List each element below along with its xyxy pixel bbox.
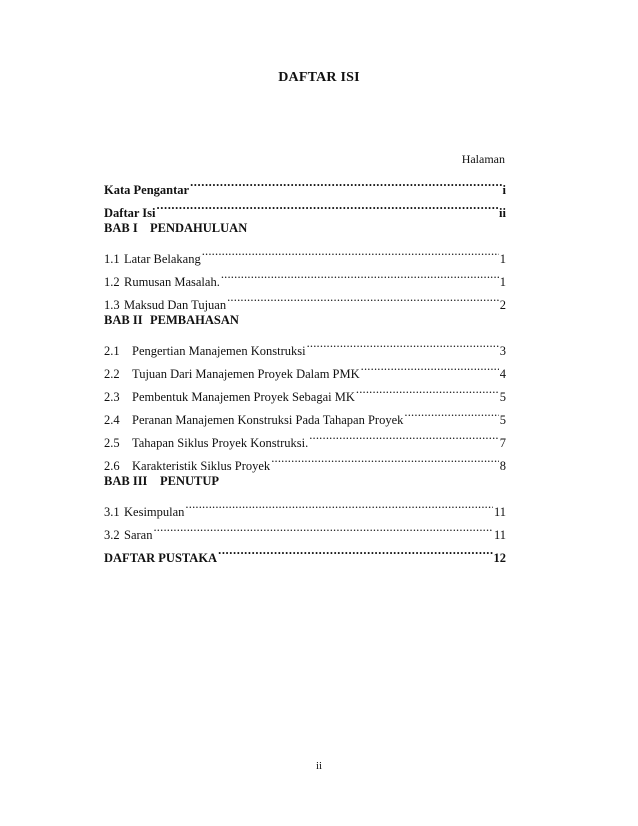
entry-label: Saran [124,528,153,542]
entry-page-number: 5 [499,390,506,404]
entry-page-number: 5 [499,413,506,427]
dot-leader [404,401,498,424]
entry-page-number: 2 [499,298,506,312]
entry-number: 2.1 [104,344,120,358]
entry-number: 2.6 [104,459,120,473]
entry-label: DAFTAR PUSTAKA [104,551,218,565]
entry-number: 2.2 [104,367,120,381]
entry-label: Karakteristik Siklus Proyek [132,459,271,473]
toc-entry [104,493,506,519]
entry-label: Latar Belakang [124,252,201,266]
footer-page-number: ii [315,760,323,772]
entry-page-number: 8 [499,459,506,473]
toc-main-entry [104,539,506,565]
entry-label: Tahapan Siklus Proyek Konstruksi. [132,436,309,450]
dot-leader [361,355,499,378]
dot-leader [356,378,499,401]
entry-number: 2.5 [104,436,120,450]
dot-leader [309,424,499,447]
chapter-number: BAB III [104,474,148,488]
table-of-contents [104,171,506,565]
entry-page-number: 11 [493,528,506,542]
toc-chapter-heading [104,470,506,493]
entry-number: 1.2 [104,275,120,289]
entry-number: 3.1 [104,505,120,519]
entry-page-number: 3 [499,344,506,358]
chapter-title: PEMBAHASAN [150,313,239,327]
entry-number: 2.4 [104,413,120,427]
entry-page-number: 7 [499,436,506,450]
entry-label: Kesimpulan [124,505,185,519]
entry-number: 2.3 [104,390,120,404]
dot-leader [153,516,492,539]
chapter-title: PENDAHULUAN [150,221,248,235]
entry-label: Pembentuk Manajemen Proyek Sebagai MK [132,390,355,404]
entry-label: Rumusan Masalah. [124,275,220,289]
halaman-label: Halaman [461,152,505,166]
entry-label: Maksud Dan Tujuan [124,298,227,312]
dot-leader [221,263,499,286]
entry-page-number: 11 [493,505,506,519]
toc-main-entry [104,194,506,220]
dot-leader [307,332,499,355]
toc-main-entry [104,171,506,197]
toc-entry [104,240,506,266]
chapter-number: BAB I [104,221,138,235]
chapter-number: BAB II [104,313,143,327]
entry-number: 1.1 [104,252,120,266]
dot-leader [202,240,499,263]
entry-label: Daftar Isi [104,206,156,220]
dot-leader [218,539,492,562]
toc-chapter-heading [104,309,506,332]
entry-page-number: ii [499,206,506,220]
entry-page-number: 1 [499,275,506,289]
toc-chapter-heading [104,217,506,240]
entry-label: Peranan Manajemen Konstruksi Pada Tahapan Proyek [132,413,404,427]
entry-number: 1.3 [104,298,120,312]
page-title: DAFTAR ISI [278,70,360,85]
entry-number: 3.2 [104,528,120,542]
dot-leader [227,286,499,309]
dot-leader [190,171,501,194]
entry-page-number: 4 [499,367,506,381]
entry-label: Pengertian Manajemen Konstruksi [132,344,306,358]
chapter-title: PENUTUP [160,474,220,488]
dot-leader [185,493,493,516]
entry-label: Tujuan Dari Manajemen Proyek Dalam PMK [132,367,360,381]
toc-entry [104,332,506,358]
entry-page-number: 12 [493,551,506,565]
dot-leader [271,447,499,470]
dot-leader [157,194,499,217]
entry-page-number: i [502,183,506,197]
toc-entry [104,516,506,542]
entry-page-number: 1 [499,252,506,266]
entry-label: Kata Pengantar [104,183,190,197]
